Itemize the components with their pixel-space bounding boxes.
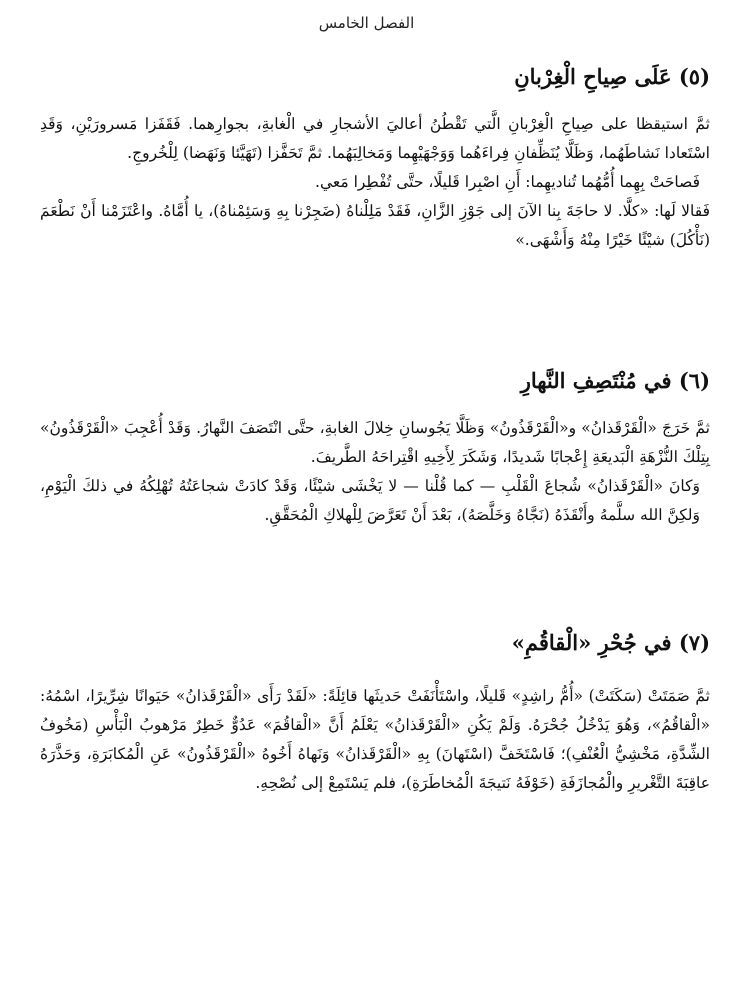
paragraph: ثمَّ صَمَتَتْ (سَكَتَتْ) «أُمُّ راشِدٍ» قَليلًا، واسْتَأْنَفَتْ حَديثَها قائِلَةً: «لَقَدْ رَأَى «الْقَرْقَذانُ» حَيَوانًا شِرِّيرًا، اسْمُهُ: «الْقاقُمُ»، وَهُوَ يَدْخُلُ جُحْرَهُ. وَلَمْ يَكُنِ «الْقَرْقَذانُ» يَعْلَمُ أَنَّ «الْقاقُمَ» عَدُوٌّ خَطِرٌ مَرْهوبُ الْبَأْسِ (مَخُوفُ الشِّدَّةِ، مَخْشِيُّ الْعُنْفِ)؛ فَاسْتَخَفَّ (اسْتَهانَ) بِهِ «الْقَرْقَذانُ» وَنَهاهُ أَخُوهُ «الْقَرْقَذُونُ» عَنِ الْمُكابَرَةِ، وَحَذَّرَهُ عاقِبَةَ التَّغْريرِ والْمُجازَفَةِ (خَوْفَهُ نَتيجَةَ الْمُخاطَرَةِ)، فلم يَسْتَمِعْ إلى نُصْحِهِ. [40,687,710,792]
section-heading: (٦) في مُنْتَصِفِ النَّهارِ [520,368,710,393]
section-body [40,682,710,798]
section-5 [40,62,710,255]
section-7 [40,628,710,798]
section-heading: (٥) عَلَى صِياحِ الْغِرْبانِ [514,64,710,89]
paragraph: فَقالا لَها: «كلَّا. لا حاجَةَ بِنا الآنَ إلى جَوْزِ الزَّانِ، فَقَدْ مَلِلْناهُ (ضَجِرْنا بِهِ وَسَئِمْناهُ)، يا أُمَّاهُ. واعْتَزَمْنا أَنْ نَطْعَمَ (نَأْكُلَ) شيْئًا خَيْرًا مِنْهُ وَأَشْهَى.» [40,202,710,249]
section-body [40,110,710,255]
section-heading: (٧) في جُحْرِ «الْقاقُمِ» [511,630,710,655]
paragraph: وَكانَ «الْقَرْقَذانُ» شُجاعَ الْقَلْبِ — كما قُلْنا — لا يَخْشَى شيْئًا، وَقَدْ كادَتْ شجاعَتُهُ تُهْلِكُهُ في ذلكَ الْيَوْمِ، وَلكِنَّ الله سلَّمهُ وأَنْقَذَهُ (نَجَّاهُ وَخَلَّصَهُ)، بَعْدَ أَنْ تَعَرَّضَ لِلْهلاكِ الْمُحَقَّقِ. [40,477,700,524]
section-body [40,414,710,530]
paragraph: ثمَّ خَرَجَ «الْقَرْقَذانُ» و«الْقَرْقَذُونُ» وَظَلَّا يَجُوسانِ خِلالَ الغابةِ، حتَّى انْتَصَفَ النَّهارُ. وَقَدْ أُعْجِبَ «الْقَرْقَذُونُ» بِتِلْكَ النُّزْهَةِ الْبَديعَةِ إِعْجابًا شَديدًا، وَشَكَرَ لِأَخِيهِ اقْتِراحَهُ الطَّريفَ. [40,419,710,466]
chapter-header: الفصل الخامس [318,14,415,32]
section-6 [40,366,710,530]
paragraph: ثمَّ استيقظا على صِياحِ الْغِرْبانِ الَّتي تَقْطُنُ أعاليَ الأشجارِ في الْغابةِ، بجوارِهما. فَقَفَزا مَسرورَيْنِ، وَقَدِ اسْتَعادا نَشاطَهُما، وَظَلَّا يُنَظِّفانِ فِراءَهُما وَوَجْهَيْهِما وَمَخالِبَهُما. ثمَّ تَحَفَّزا (تَهَيَّئا وَنَهَضا) لِلْخُروجِ. [40,115,710,162]
paragraph: فَصاحَتْ بِهِما أُمُّهُما تُناديهِما: أَنِ اصْبِرا قَليلًا، حتَّى تُفْطِرا مَعي. [315,173,700,191]
